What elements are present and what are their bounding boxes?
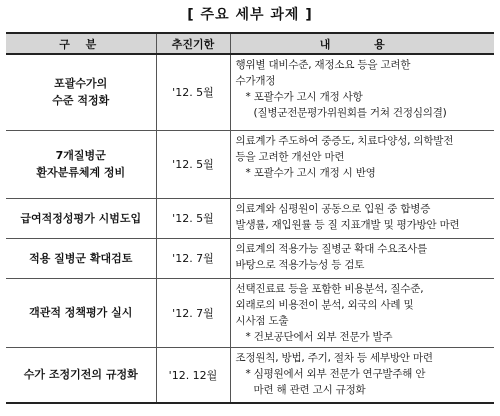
task-content-cell: [230, 198, 494, 238]
table-row: [6, 278, 494, 347]
task-name-line: 수가 조정기전의 규정화: [23, 368, 138, 382]
content-line: 의료계가 주도하여 중증도, 치료다양성, 의학발전: [235, 134, 454, 147]
task-content-cell: [230, 54, 494, 130]
table-row: [6, 54, 494, 130]
table-row: [6, 130, 494, 198]
task-content-cell: [230, 278, 494, 347]
task-name-line: 급여적정성평가 시범도입: [20, 211, 142, 225]
content-note: * 포괄수가 고시 개정 사항: [245, 91, 363, 103]
content-line: 등을 고려한 개선안 마련: [235, 150, 345, 163]
task-content-cell: [230, 347, 494, 403]
content-note: 마련 해 관련 고시 규정화: [253, 383, 366, 396]
task-content-cell: [230, 238, 494, 278]
content-note: * 심평원에서 외부 전문가 연구발주해 안: [245, 367, 426, 380]
content-line: 시사점 도출: [235, 314, 289, 327]
header-content: 내 용: [230, 33, 494, 54]
header-category: 구 분: [6, 33, 156, 54]
content-line: 수가개정: [235, 75, 276, 87]
task-name-line: 포괄수가의: [54, 77, 108, 91]
task-table: [6, 32, 494, 404]
task-name-cell: [6, 130, 156, 198]
task-name-cell: [6, 54, 156, 130]
task-name-cell: [6, 198, 156, 238]
header-deadline: 추진기한: [156, 33, 230, 54]
task-name-cell: [6, 278, 156, 347]
task-deadline-cell: '12. 7월: [156, 238, 230, 278]
task-name-cell: [6, 347, 156, 403]
content-note: (질병군전문평가위원회를 거쳐 건정심의결): [253, 107, 447, 119]
table-row: [6, 238, 494, 278]
task-name-line: 객관적 정책평가 실시: [29, 306, 133, 319]
content-line: 의료계의 적용가능 질병군 확대 수요조사를: [235, 242, 428, 255]
page-title: [ 주요 세부 과제 ]: [187, 7, 313, 23]
table-row: [6, 347, 494, 403]
table-row: [6, 198, 494, 238]
task-deadline-cell: '12. 5월: [156, 198, 230, 238]
task-name-line: 수준 적정화: [52, 94, 110, 108]
content-line: 조정원칙, 방법, 주기, 절차 등 세부방안 마련: [235, 351, 433, 364]
content-note: * 포괄수가 고시 개정 시 반영: [245, 166, 376, 179]
task-name-line: 환자분류체계 정비: [36, 166, 126, 179]
task-table-body: [6, 54, 494, 403]
content-line: 발생률, 재입원률 등 질 지표개발 및 평가방안 마련: [235, 218, 460, 231]
task-name-cell: [6, 238, 156, 278]
content-line: 선택진료료 등을 포함한 비용분석, 질수준,: [235, 282, 424, 295]
task-deadline-cell: '12. 5월: [156, 130, 230, 198]
task-deadline-cell: '12. 5월: [156, 54, 230, 130]
task-deadline-cell: '12. 12월: [156, 347, 230, 403]
content-line: 바탕으로 적용가능성 등 검토: [235, 258, 365, 271]
content-note: * 건보공단에서 외부 전문가 발주: [245, 330, 393, 343]
content-line: 의료계와 심평원이 공동으로 입원 중 합병증: [235, 202, 431, 215]
table-header-row: [6, 33, 494, 54]
task-deadline-cell: '12. 7월: [156, 278, 230, 347]
task-name-line: 적용 질병군 확대검토: [29, 251, 133, 265]
content-line: 행위별 대비수준, 재정소요 등을 고려한: [235, 59, 411, 71]
task-name-line: 7개질병군: [55, 149, 106, 162]
content-line: 외래로의 비용전이 분석, 외국의 사례 및: [235, 298, 414, 311]
task-content-cell: [230, 130, 494, 198]
